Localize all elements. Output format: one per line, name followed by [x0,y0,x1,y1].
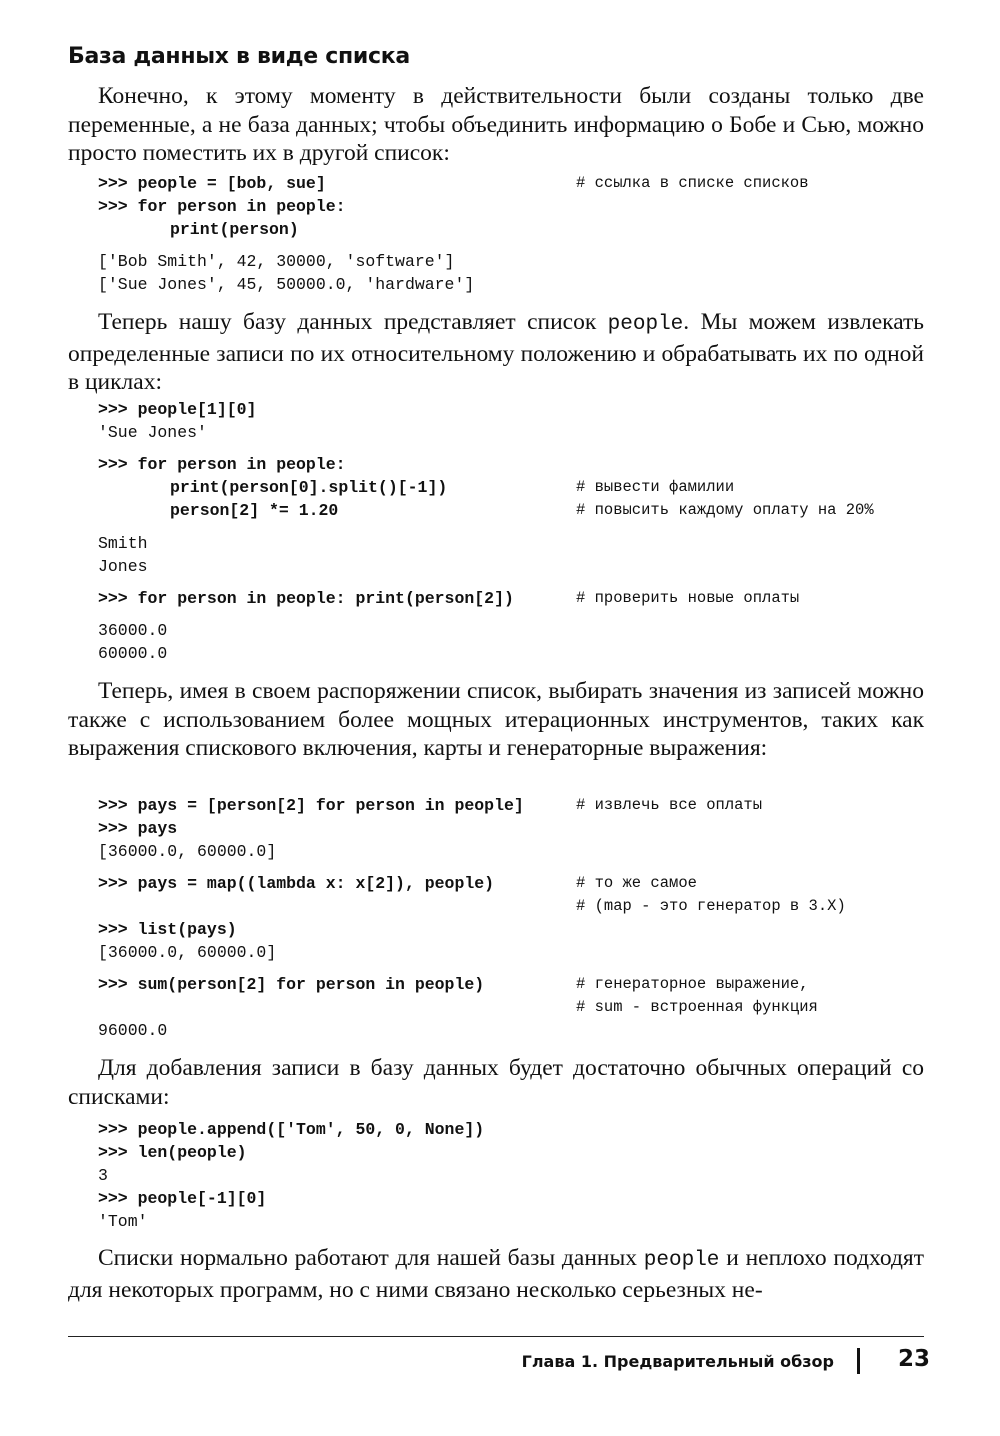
code-output: 96000.0 [98,1021,168,1040]
code-output: ['Sue Jones', 45, 50000.0, 'hardware'] [98,275,475,294]
code-comment: # ссылка в списке списков [576,174,809,192]
paragraph-append: Для добавления записи в базу данных будет достаточно обычных операций со списками: [68,1055,924,1110]
code-line: >>> people.append(['Tom', 50, 0, None]) [98,1120,485,1139]
code-line: >>> pays = [person[2] for person in people] [98,796,524,815]
code-line: print(person) [170,220,299,239]
paragraph-lists-limits: Списки нормально работают для нашей базы данных people и неплохо подходят для некоторых программ, но с ними связано несколько серьезных не- [68,1245,924,1303]
section-heading: База данных в виде списка [68,44,410,69]
code-comment: # проверить новые оплаты [576,589,800,607]
page-number: 23 [898,1346,931,1372]
footer-chapter-title: Глава 1. Предварительный обзор [521,1352,834,1371]
code-line: >>> people[1][0] [98,400,257,419]
code-line: >>> pays [98,819,178,838]
paragraph-intro: Конечно, к этому моменту в действительности были созданы только две переменные, а не база данных; чтобы объединить информацию о Бобе и Сью, можно просто поместить их в другой список: [68,83,924,166]
code-line: >>> for person in people: [98,197,346,216]
code-line: >>> list(pays) [98,920,237,939]
paragraph-people-list: Теперь нашу базу данных представляет список people. Мы можем извлекать определенные записи по их относительному положению и обрабатывать их по одной в циклах: [68,309,925,395]
code-comment: # генераторное выражение, [576,975,809,993]
code-line: >>> people[-1][0] [98,1189,267,1208]
code-line: >>> pays = map((lambda x: x[2]), people) [98,874,495,893]
code-output: Jones [98,557,148,576]
code-comment: # вывести фамилии [576,478,735,496]
paragraph-iteration-tools: Теперь, имея в своем распоряжении список, выбирать значения из записей можно также с использованием более мощных итерационных инструментов, таких как выражения спискового включения, карты и генераторные выражения: [68,678,924,761]
code-comment: # извлечь все оплаты [576,796,763,814]
code-output: 60000.0 [98,644,168,663]
code-output: 3 [98,1166,108,1185]
code-comment: # sum - встроенная функция [576,998,818,1016]
code-output: 36000.0 [98,621,168,640]
code-output: [36000.0, 60000.0] [98,943,277,962]
code-output: ['Bob Smith', 42, 30000, 'software'] [98,252,455,271]
code-comment: # повысить каждому оплату на 20% [576,501,874,519]
code-comment: # то же самое [576,874,697,892]
code-line: >>> len(people) [98,1143,247,1162]
code-output: 'Tom' [98,1212,148,1231]
footer-rule [68,1336,924,1337]
code-output: 'Sue Jones' [98,423,207,442]
code-comment: # (map - это генератор в 3.X) [576,897,846,915]
code-line: print(person[0].split()[-1]) [170,478,448,497]
code-line: >>> for person in people: print(person[2]) [98,589,514,608]
code-output: [36000.0, 60000.0] [98,842,277,861]
code-output: Smith [98,534,148,553]
footer-divider [857,1348,860,1374]
code-line: >>> sum(person[2] for person in people) [98,975,485,994]
code-line: >>> for person in people: [98,455,346,474]
code-line: person[2] *= 1.20 [170,501,339,520]
code-line: >>> people = [bob, sue] [98,174,326,193]
